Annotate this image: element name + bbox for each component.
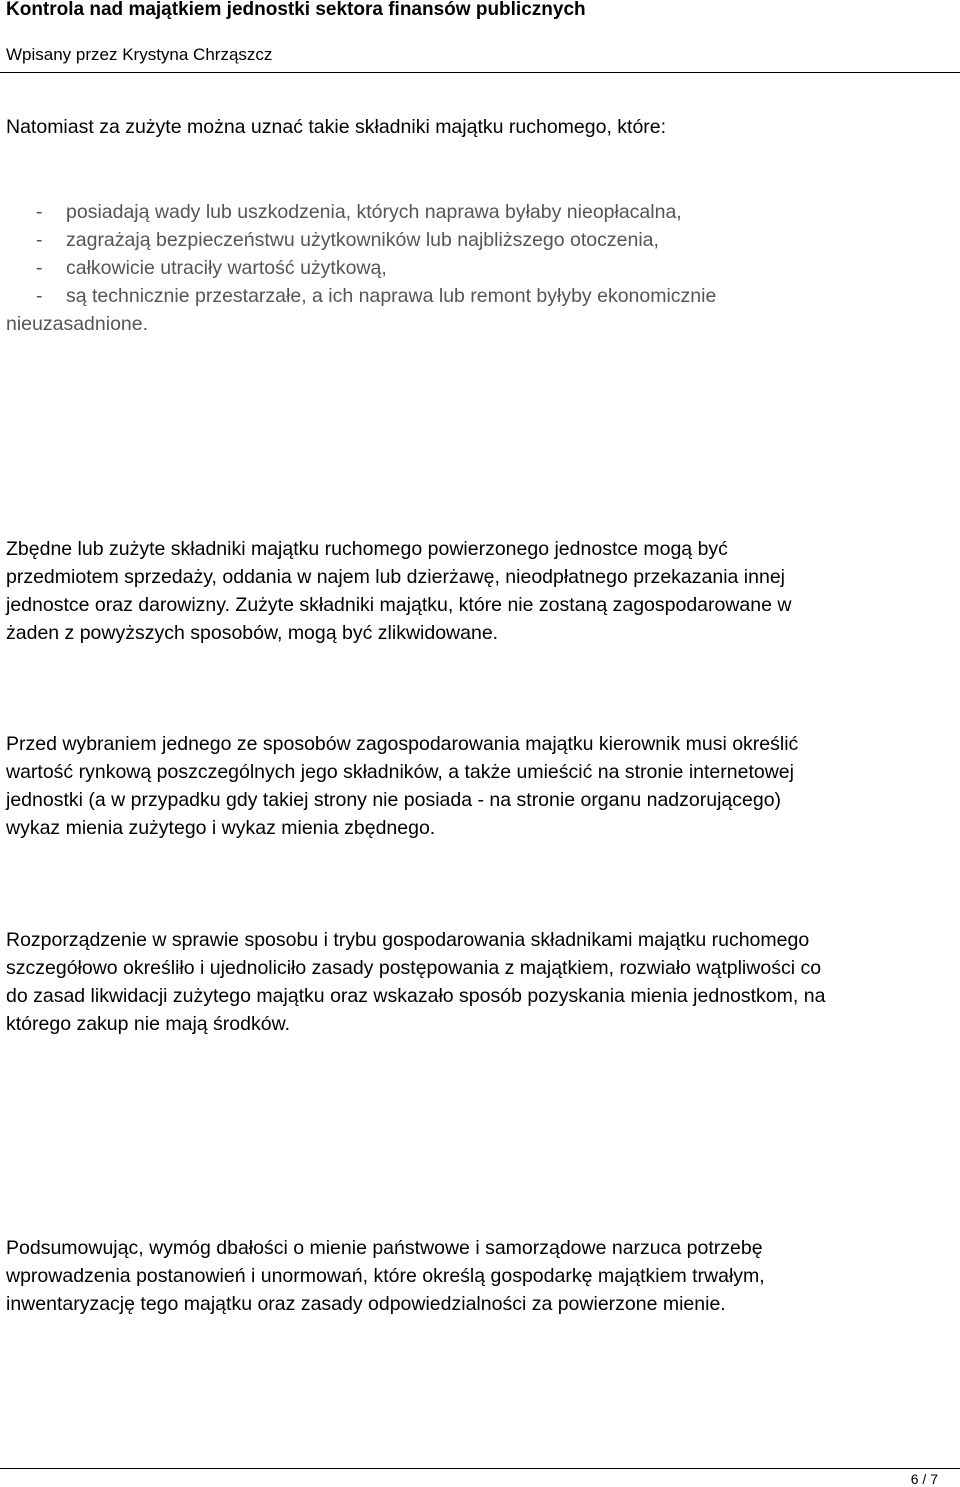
paragraph-line: Rozporządzenie w sprawie sposobu i trybu gospodarowania składnikami majątku ruchomego: [6, 929, 810, 951]
paragraph-summary: [6, 1234, 954, 1318]
list-dash: -: [36, 229, 43, 251]
list-item-text: posiadają wady lub uszkodzenia, których naprawa byłaby nieopłacalna,: [66, 201, 682, 223]
paragraph-line: inwentaryzację tego majątku oraz zasady odpowiedzialności za powierzone mienie.: [6, 1293, 726, 1315]
list-item: [6, 254, 946, 282]
list-dash: -: [36, 201, 43, 223]
paragraph-valuation: [6, 730, 954, 842]
paragraph-line: wykaz mienia zużytego i wykaz mienia zbędnego.: [6, 817, 436, 839]
paragraph-line: którego zakup nie mają środków.: [6, 1013, 290, 1035]
criteria-list: [6, 198, 946, 338]
intro-sentence: Natomiast za zużyte można uznać takie składniki majątku ruchomego, które:: [6, 116, 667, 138]
page-number: 6 / 7: [910, 1471, 938, 1487]
list-dash: -: [36, 285, 43, 307]
paragraph-line: wprowadzenia postanowień i unormowań, które określą gospodarkę majątkiem trwałym,: [6, 1265, 765, 1287]
paragraph-line: Podsumowując, wymóg dbałości o mienie państwowe i samorządowe narzuca potrzebę: [6, 1237, 763, 1259]
paragraph-line: Przed wybraniem jednego ze sposobów zagospodarowania majątku kierownik musi określić: [6, 733, 799, 755]
paragraph-line: wartość rynkową poszczególnych jego składników, a także umieścić na stronie internetowej: [6, 761, 794, 783]
list-item: [6, 282, 946, 310]
list-dash: -: [36, 257, 43, 279]
list-continuation: nieuzasadnione.: [6, 313, 149, 335]
paragraph-line: Zbędne lub zużyte składniki majątku ruchomego powierzonego jednostce mogą być: [6, 538, 728, 560]
paragraph-line: jednostki (a w przypadku gdy takiej strony nie posiada - na stronie organu nadzorującego): [6, 789, 782, 811]
list-item: [6, 198, 946, 226]
list-item-text: całkowicie utraciły wartość użytkową,: [66, 257, 387, 279]
document-title: Kontrola nad majątkiem jednostki sektora finansów publicznych: [6, 0, 586, 20]
paragraph-line: żaden z powyższych sposobów, mogą być zlikwidowane.: [6, 622, 499, 644]
header-divider: [0, 72, 960, 73]
list-item: [6, 226, 946, 254]
paragraph-line: do zasad likwidacji zużytego majątku oraz wskazało sposób pozyskania mienia jednostkom, na: [6, 985, 826, 1007]
paragraph-regulation: [6, 926, 954, 1038]
author-line: Wpisany przez Krystyna Chrząszcz: [6, 45, 273, 64]
list-item-text: zagrażają bezpieczeństwu użytkowników lub najbliższego otoczenia,: [66, 229, 659, 251]
paragraph-line: szczegółowo określiło i ujednoliciło zasady postępowania z majątkiem, rozwiało wątpliwości co: [6, 957, 822, 979]
paragraph-disposal-methods: [6, 535, 954, 647]
paragraph-line: przedmiotem sprzedaży, oddania w najem lub dzierżawę, nieodpłatnego przekazania innej: [6, 566, 786, 588]
list-item-text: są technicznie przestarzałe, a ich naprawa lub remont byłyby ekonomicznie: [66, 285, 717, 307]
footer-divider: [0, 1468, 960, 1469]
paragraph-line: jednostce oraz darowizny. Zużyte składniki majątku, które nie zostaną zagospodarowane w: [6, 594, 792, 616]
